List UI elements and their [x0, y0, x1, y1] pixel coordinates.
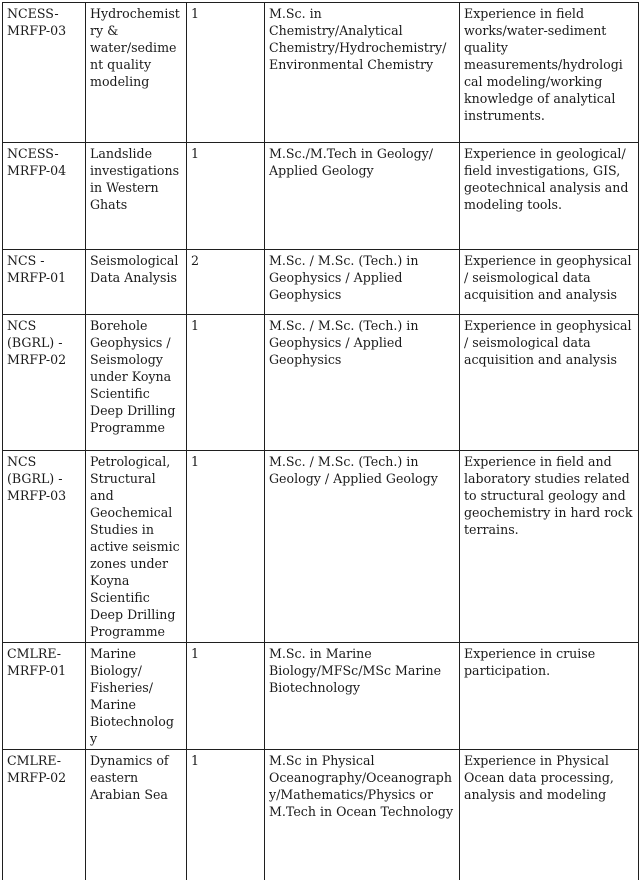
table-row [3, 750, 639, 880]
cell-line: M.Tech in Ocean Technology [269, 804, 454, 819]
cell-line: field investigations, GIS, [464, 163, 621, 178]
qualification-cell [265, 750, 460, 880]
cell-line: Structural and [90, 471, 156, 503]
post-code-cell [3, 643, 86, 750]
cell-line: (BGRL) - [7, 471, 63, 486]
experience-cell [460, 250, 639, 315]
cell-line: Oceanography/Oceanograph [269, 770, 452, 785]
cell-line: y [90, 731, 98, 746]
qualification-cell [265, 3, 460, 143]
cell-line: NCESS- [7, 146, 59, 161]
experience-cell [460, 451, 639, 643]
cell-line: MRFP-03 [7, 23, 67, 38]
cell-line: Experience in cruise [464, 646, 596, 661]
cell-line: 1 [191, 146, 200, 161]
cell-line: Experience in field [464, 6, 585, 21]
post-code-cell [3, 451, 86, 643]
cell-line: knowledge of analytical [464, 91, 616, 106]
post-code-cell [3, 143, 86, 250]
cell-line: Petrological, [90, 454, 171, 469]
table-row [3, 3, 639, 143]
number-of-positions-cell [187, 3, 265, 143]
cell-line: Experience in field and [464, 454, 612, 469]
cell-line: modeling [90, 74, 150, 89]
cell-line: Deep Drilling [90, 607, 176, 622]
cell-line: MRFP-02 [7, 352, 67, 367]
cell-line: Biology/MFSc/MSc Marine [269, 663, 442, 678]
cell-line: Biotechnology [269, 680, 361, 695]
cell-line: Dynamics of [90, 753, 169, 768]
cell-line: CMLRE- [7, 646, 62, 661]
cell-line: cal modeling/working [464, 74, 603, 89]
cell-line: Experience in geophysical [464, 318, 632, 333]
cell-line: Hydrochemist [90, 6, 180, 21]
post-code-cell [3, 750, 86, 880]
research-area-cell [86, 451, 187, 643]
cell-line: nt quality [90, 57, 152, 72]
number-of-positions-cell [187, 315, 265, 451]
cell-line: Arabian Sea [90, 787, 168, 802]
cell-line: M.Sc. in Marine [269, 646, 372, 661]
cell-line: laboratory studies related [464, 471, 630, 486]
qualification-cell [265, 250, 460, 315]
cell-line: / seismological data [464, 270, 591, 285]
cell-line: 1 [191, 6, 200, 21]
post-code-cell [3, 315, 86, 451]
cell-line: under Koyna [90, 369, 172, 384]
cell-line: Geology / Applied Geology [269, 471, 438, 486]
cell-line: Applied Geology [269, 163, 374, 178]
cell-line: terrains. [464, 522, 519, 537]
experience-cell [460, 3, 639, 143]
cell-line: measurements/hydrologi [464, 57, 623, 72]
cell-line: water/sedime [90, 40, 177, 55]
cell-line: modeling tools. [464, 197, 562, 212]
research-area-cell [86, 3, 187, 143]
cell-line: Geochemical [90, 505, 173, 520]
cell-line: 2 [191, 253, 200, 268]
cell-line: NCS [7, 318, 37, 333]
cell-line: MRFP-03 [7, 488, 67, 503]
cell-line: Experience in geophysical [464, 253, 632, 268]
table-row [3, 315, 639, 451]
table-row [3, 143, 639, 250]
post-code-cell [3, 3, 86, 143]
cell-line: MRFP-04 [7, 163, 67, 178]
cell-line: in Western [90, 180, 159, 195]
cell-line: Marine [90, 697, 137, 712]
cell-line: Fisheries/ [90, 680, 153, 695]
research-area-cell [86, 143, 187, 250]
number-of-positions-cell [187, 250, 265, 315]
cell-line: Geophysics / Applied [269, 335, 403, 350]
qualification-cell [265, 315, 460, 451]
table-row [3, 451, 639, 643]
cell-line: Deep Drilling [90, 403, 176, 418]
cell-line: Geophysics [269, 352, 342, 367]
table-row [3, 643, 639, 750]
cell-line: Ghats [90, 197, 128, 212]
cell-line: Geophysics / Applied [269, 270, 403, 285]
cell-line: M.Sc in Physical [269, 753, 375, 768]
table-row [3, 250, 639, 315]
cell-line: Experience in geological/ [464, 146, 626, 161]
cell-line: participation. [464, 663, 551, 678]
cell-line: 1 [191, 646, 200, 661]
cell-line: (BGRL) - [7, 335, 63, 350]
cell-line: Landslide [90, 146, 153, 161]
qualification-cell [265, 143, 460, 250]
cell-line: Programme [90, 624, 166, 639]
cell-line: to structural geology and [464, 488, 626, 503]
qualification-cell [265, 643, 460, 750]
cell-line: Scientific [90, 590, 150, 605]
cell-line: zones under [90, 556, 169, 571]
number-of-positions-cell [187, 451, 265, 643]
cell-line: M.Sc. / M.Sc. (Tech.) in [269, 253, 419, 268]
cell-line: 1 [191, 753, 200, 768]
cell-line: Koyna [90, 573, 130, 588]
research-area-cell [86, 643, 187, 750]
research-area-cell [86, 750, 187, 880]
cell-line: M.Sc./M.Tech in Geology/ [269, 146, 434, 161]
cell-line: Ocean data processing, [464, 770, 614, 785]
qualification-cell [265, 451, 460, 643]
cell-line: geotechnical analysis and [464, 180, 629, 195]
experience-cell [460, 315, 639, 451]
cell-line: Environmental Chemistry [269, 57, 434, 72]
post-code-cell [3, 250, 86, 315]
cell-line: Scientific [90, 386, 150, 401]
cell-line: NCESS- [7, 6, 59, 21]
cell-line: Studies in [90, 522, 154, 537]
cell-line: Geophysics / [90, 335, 171, 350]
cell-line: CMLRE- [7, 753, 62, 768]
cell-line: 1 [191, 454, 200, 469]
cell-line: Data Analysis [90, 270, 177, 285]
cell-line: analysis and modeling [464, 787, 607, 802]
cell-line: ry & [90, 23, 119, 38]
cell-line: NCS [7, 454, 37, 469]
research-area-cell [86, 250, 187, 315]
cell-line: NCS - [7, 253, 45, 268]
cell-line: Biology/ [90, 663, 142, 678]
experience-cell [460, 143, 639, 250]
cell-line: Geophysics [269, 287, 342, 302]
cell-line: eastern [90, 770, 139, 785]
cell-line: Programme [90, 420, 166, 435]
cell-line: / seismological data [464, 335, 591, 350]
number-of-positions-cell [187, 750, 265, 880]
cell-line: works/water-sediment [464, 23, 607, 38]
research-area-cell [86, 315, 187, 451]
cell-line: M.Sc. / M.Sc. (Tech.) in [269, 454, 419, 469]
cell-line: Experience in Physical [464, 753, 609, 768]
cell-line: MRFP-01 [7, 270, 67, 285]
cell-line: Borehole [90, 318, 148, 333]
cell-line: quality [464, 40, 508, 55]
cell-line: geochemistry in hard rock [464, 505, 633, 520]
cell-line: MRFP-01 [7, 663, 67, 678]
cell-line: acquisition and analysis [464, 287, 617, 302]
cell-line: instruments. [464, 108, 545, 123]
cell-line: Seismological [90, 253, 179, 268]
cell-line: Seismology [90, 352, 163, 367]
cell-line: M.Sc. in [269, 6, 322, 21]
cell-line: y/Mathematics/Physics or [269, 787, 433, 802]
experience-cell [460, 643, 639, 750]
cell-line: acquisition and analysis [464, 352, 617, 367]
cell-line: Biotechnolog [90, 714, 174, 729]
cell-line: MRFP-02 [7, 770, 67, 785]
positions-table [2, 2, 639, 880]
cell-line: M.Sc. / M.Sc. (Tech.) in [269, 318, 419, 333]
number-of-positions-cell [187, 643, 265, 750]
cell-line: Chemistry/Analytical [269, 23, 403, 38]
number-of-positions-cell [187, 143, 265, 250]
experience-cell [460, 750, 639, 880]
cell-line: Marine [90, 646, 137, 661]
cell-line: Chemistry/Hydrochemistry/ [269, 40, 447, 55]
positions-table-body [3, 3, 639, 880]
cell-line: active seismic [90, 539, 180, 554]
cell-line: 1 [191, 318, 200, 333]
cell-line: investigations [90, 163, 180, 178]
